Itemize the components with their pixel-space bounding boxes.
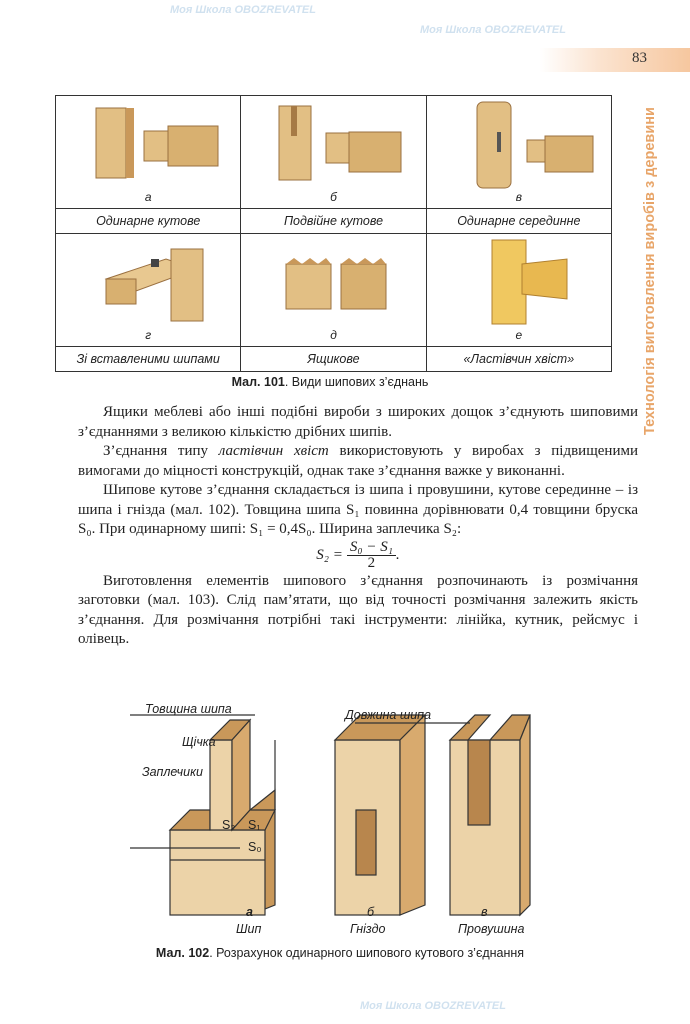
watermark: Моя Школа OBOZREVATEL [360, 1000, 506, 1012]
part-name: Гніздо [350, 922, 386, 936]
joint-label: Одинарне кутове [56, 209, 241, 234]
joint-image-g: г [56, 234, 241, 347]
page-number: 83 [632, 50, 647, 66]
joint-label: Подвійне кутове [241, 209, 426, 234]
label-s0: S₀ [248, 840, 262, 854]
paragraph-3: Шипове кутове з’єднання складається із шипа і провушини, кутове серединне – із шипа і гнізда (мал. 102). Товщина шипа S₁ повинна дорівнювати 0,4 товщини бруска S₀. При одинарному шипі: S₁ = 0,4S₀. Ширина заплечика S₂: [78, 482, 638, 537]
figure-101-table [55, 95, 612, 372]
label-s2: S₂ [222, 818, 236, 832]
part-letter: в [481, 905, 488, 919]
joint-image-a: а [56, 96, 241, 209]
part-name: Провушина [458, 922, 525, 936]
joint-image-c: в [426, 96, 611, 209]
page-number-tab [540, 48, 690, 72]
joint-label: Зі вставленими шипами [56, 347, 241, 372]
part-letter: а [246, 905, 253, 919]
paragraph-4: Виготовлення елементів шипового з’єднання розпочинають із розмічання заготовки (мал. 103). Слід пам’ятати, що від точності розмічання залежить якість з’єднання. Для розмічання потрібні такі інструменти: лінійка, кутник, рейсмус і олівець. [78, 572, 638, 647]
side-title: Технологія виготовлення виробів з деревини [642, 107, 658, 435]
body-text [78, 403, 638, 650]
paragraph-1: Ящики меблеві або інші подібні вироби з широких дощок з’єднують шиповими з’єднаннями з великою кількістю дрібних шипів. [78, 404, 638, 440]
joint-image-e: е [426, 234, 611, 347]
label-tenon-length: Довжина шипа [345, 708, 432, 722]
part-letter: б [367, 905, 375, 919]
formula-s2: S₂ = $\frac{\text{S₀ − S₁}}{2}$ . [316, 539, 400, 571]
joint-label: Одинарне серединне [426, 209, 611, 234]
label-tenon-thickness: Товщина шипа [145, 702, 232, 716]
joint-image-b: б [241, 96, 426, 209]
label-cheek: Щічка [182, 735, 216, 749]
label-shoulders: Заплечики [142, 765, 203, 779]
paragraph-2: З’єднання типу ластівчин хвіст використовують у виробах з підвищеними вимогами до міцності конструкцій, однак таке з’єднання важке у виконанні. [78, 443, 638, 479]
figure-102-caption: Мал. 102. Розрахунок одинарного шипового кутового з’єднання [155, 946, 525, 960]
figure-101-caption: Мал. 101. Види шипових з’єднань [231, 375, 429, 389]
figure-102-drawing [130, 700, 550, 922]
watermark: Моя Школа OBOZREVATEL [420, 24, 566, 36]
label-s1: S₁ [248, 818, 261, 832]
joint-label: «Ластівчин хвіст» [426, 347, 611, 372]
joint-label: Ящикове [241, 347, 426, 372]
part-name: Шип [236, 922, 262, 936]
watermark: Моя Школа OBOZREVATEL [170, 4, 316, 16]
joint-image-d: д [241, 234, 426, 347]
